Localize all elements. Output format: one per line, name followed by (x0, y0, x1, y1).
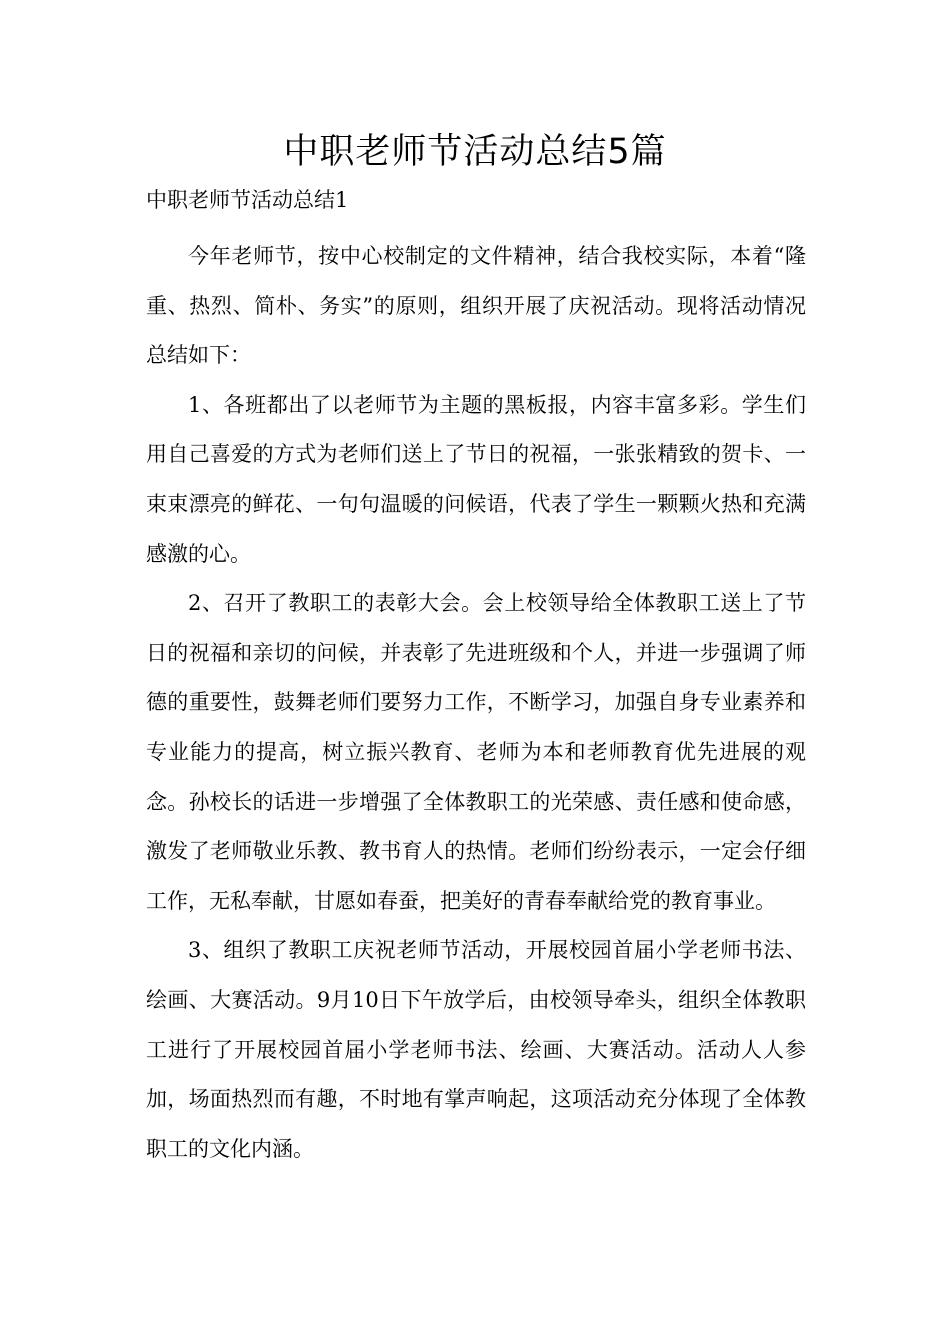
document-body (146, 232, 806, 1174)
paragraph-item-3: 3、组织了教职工庆祝老师节活动，开展校园首届小学老师书法、绘画、大赛活动。9月10日下午放学后，由校领导牵头，组织全体教职工进行了开展校园首届小学老师书法、绘画、大赛活动。活动人人参加，场面热烈而有趣，不时地有掌声响起，这项活动充分体现了全体教职工的文化内涵。 (146, 938, 806, 1161)
document-title: 中职老师节活动总结5篇 (283, 132, 667, 172)
section-heading: 中职老师节活动总结1 (146, 188, 349, 212)
paragraph-item-2: 2、召开了教职工的表彰大会。会上校领导给全体教职工送上了节日的祝福和亲切的问候，并表彰了先进班级和个人，并进一步强调了师德的重要性，鼓舞老师们要努力工作，不断学习，加强自身专业素养和专业能力的提高，树立振兴教育、老师为本和老师教育优先进展的观念。孙校长的话进一步增强了全体教职工的光荣感、责任感和使命感，激发了老师敬业乐教、教书育人的热情。老师们纷纷表示，一定会仔细工作，无私奉献，甘愿如春蚕，把美好的青春奉献给党的教育事业。 (146, 591, 806, 913)
paragraph-item-1: 1、各班都出了以老师节为主题的黑板报，内容丰富多彩。学生们用自己喜爱的方式为老师们送上了节日的祝福，一张张精致的贺卡、一束束漂亮的鲜花、一句句温暖的问候语，代表了学生一颗颗火热和充满感激的心。 (146, 392, 806, 566)
paragraph-intro: 今年老师节，按中心校制定的文件精神，结合我校实际，本着“隆重、热烈、简朴、务实”的原则，组织开展了庆祝活动。现将活动情况总结如下： (146, 244, 806, 368)
